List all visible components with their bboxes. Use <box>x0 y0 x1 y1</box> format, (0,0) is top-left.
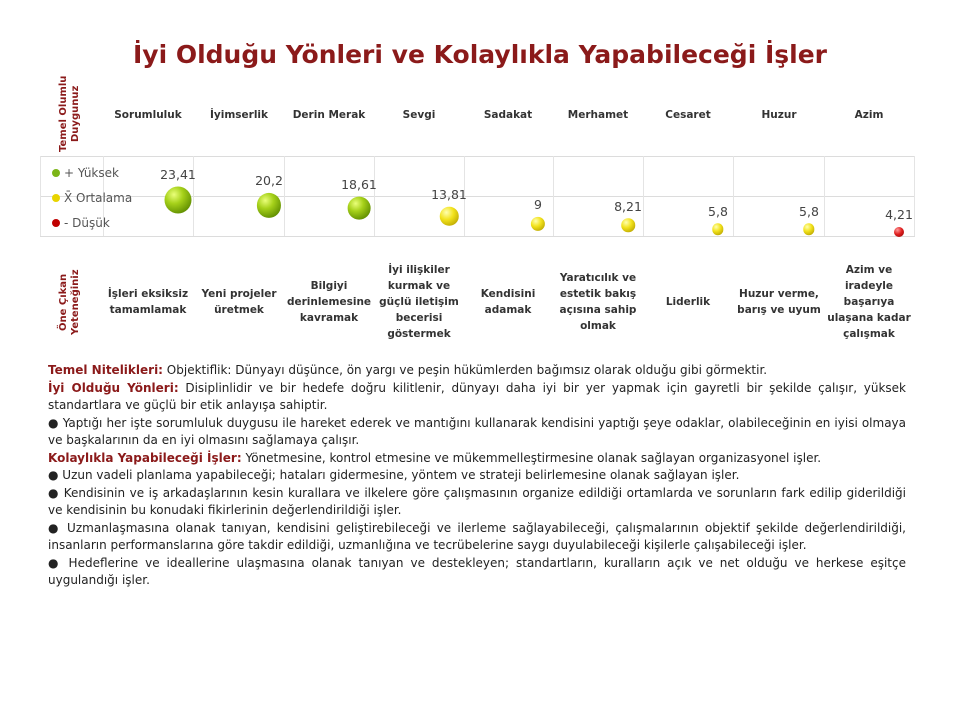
kolay-paragraph <box>48 450 906 468</box>
legend-dot-icon <box>52 194 60 202</box>
ability-cell: İşleri eksiksiz tamamlamak <box>107 288 189 316</box>
ability-cell: Yeni projeler üretmek <box>201 288 277 316</box>
ability-cell: Kendisini adamak <box>480 288 536 316</box>
value-ball <box>165 187 192 214</box>
value-label: 18,61 <box>341 176 377 192</box>
temel-label: Temel Nitelikleri: <box>48 363 163 377</box>
kolay-label: Kolaylıkla Yapabileceği İşler: <box>48 450 242 465</box>
grid-line <box>374 156 375 236</box>
description-text <box>48 362 906 590</box>
emotion-header-cell: Derin Merak <box>292 109 366 121</box>
temel-text: Objektiflik: Dünyayı düşünce, ön yargı ve peşin hükümlerden bağımsız olarak olduğu gibi görmektir. <box>162 363 768 377</box>
legend-item <box>52 166 119 180</box>
emotion-header-cell: Sevgi <box>402 109 436 121</box>
kolay-text: Yönetmesine, kontrol etmesine ve mükemmelleştirmesine olanak sağlayan organizasyonel işler. <box>241 450 822 465</box>
value-label: 5,8 <box>799 203 819 219</box>
emotion-header-cell: Huzur <box>761 109 797 121</box>
value-label: 20,2 <box>255 173 283 189</box>
legend-label: + Yüksek <box>64 166 119 180</box>
emotion-header-cell: İyimserlik <box>209 109 269 121</box>
emotion-header-cell: Azim <box>854 109 884 121</box>
value-ball <box>440 207 459 226</box>
kolay-bullet-3: ● Uzmanlaşmasına olanak tanıyan, kendisini geliştirebileceği ve ilerleme sağlayabileceği, çalışmalarının objektif şekilde değerlendirildiği, insanların performanslarına göre takdir edildiği, uzmanlığına ve tecrübelerine saygı duyulabileceği kişilerle çalışabileceği işler. <box>48 520 906 552</box>
value-label: 23,41 <box>160 166 196 182</box>
value-label: 13,81 <box>431 186 467 202</box>
value-label: 5,8 <box>708 203 728 219</box>
legend-dot-icon <box>52 169 60 177</box>
page-title: İyi Olduğu Yönleri ve Kolaylıkla Yapabileceği İşler <box>132 40 828 69</box>
grid-line <box>40 156 41 236</box>
grid-line <box>643 156 644 236</box>
legend-item <box>52 191 132 205</box>
grid-line <box>40 236 915 237</box>
grid-line <box>914 156 915 236</box>
grid-line <box>40 156 915 157</box>
ability-cell: Huzur verme, barış ve uyum <box>737 288 821 316</box>
emotion-header-cell: Cesaret <box>665 109 711 121</box>
temel-paragraph <box>48 362 906 380</box>
value-label: 4,21 <box>885 207 913 222</box>
iyi-paragraph <box>48 380 906 415</box>
value-label: 8,21 <box>614 198 642 214</box>
emotion-header-cell: Sadakat <box>483 109 533 121</box>
legend-dot-icon <box>52 219 60 227</box>
row-label-emotion: Temel Olumlu Duygunuz <box>58 75 81 153</box>
emotion-header-cell: Merhamet <box>567 109 629 121</box>
iyi-text: Disiplinlidir ve bir hedefe doğru kilitlenir, dünyayı daha iyi bir yer yapmak için gayretli bir şekilde çalışır, yüksek standartlara ve güçlü bir etik anlayışa sahiptir. <box>48 380 906 412</box>
kolay-bullet-4: ● Hedeflerine ve ideallerine ulaşmasına olanak tanıyan ve destekleyen; standartların, kuralların açık ve net olduğu ve herkese eşitçe uygulandığı işler. <box>48 555 906 587</box>
ability-cell: Bilgiyi derinlemesine kavramak <box>286 280 372 324</box>
ability-cell: Azim ve iradeyle başarıya ulaşana kadar çalışmak <box>827 264 911 340</box>
ability-cell: Liderlik <box>665 296 711 308</box>
value-ball <box>348 197 371 220</box>
ability-cell: İyi ilişkiler kurmak ve güçlü iletişim becerisi göstermek <box>379 264 459 340</box>
kolay-bullet-1: ● Uzun vadeli planlama yapabileceği; hataları gidermesine, yöntem ve strateji belirlemesine olanak sağlayan işler. <box>48 468 740 482</box>
iyi-label: İyi Olduğu Yönleri: <box>48 380 179 395</box>
legend-label: - Düşük <box>64 216 110 230</box>
strengths-chart <box>40 74 915 360</box>
grid-line <box>553 156 554 236</box>
grid-line <box>824 156 825 236</box>
value-label: 9 <box>534 196 542 212</box>
grid-line <box>733 156 734 236</box>
row-label-ability: Öne Çıkan Yeteneğiniz <box>58 269 81 335</box>
legend-item <box>52 216 110 230</box>
emotion-header-cell: Sorumluluk <box>114 109 182 121</box>
iyi-bullet: ● Yaptığı her işte sorumluluk duygusu ile hareket ederek ve mantığını kullanarak kendisini yaptığı şeye odaklar, olabileceğinin en iyisi olmaya ve başkalarının da en iyi olmasını sağlamaya çalışır. <box>48 415 906 447</box>
grid-line <box>284 156 285 236</box>
kolay-bullet-2: ● Kendisinin ve iş arkadaşlarının kesin kurallara ve ilkelere göre çalışmasının organize edildiği ortamlarda ve sorunların fark edilip giderildiği ve kendisinin bu konudaki fikirlerinin değerlendirildiği işler. <box>48 485 906 517</box>
legend-label: X̄ Ortalama <box>64 191 133 205</box>
value-ball <box>894 227 904 237</box>
ability-cell: Yaratıcılık ve estetik bakış açısına sahip olmak <box>559 272 637 332</box>
value-ball <box>621 219 635 233</box>
